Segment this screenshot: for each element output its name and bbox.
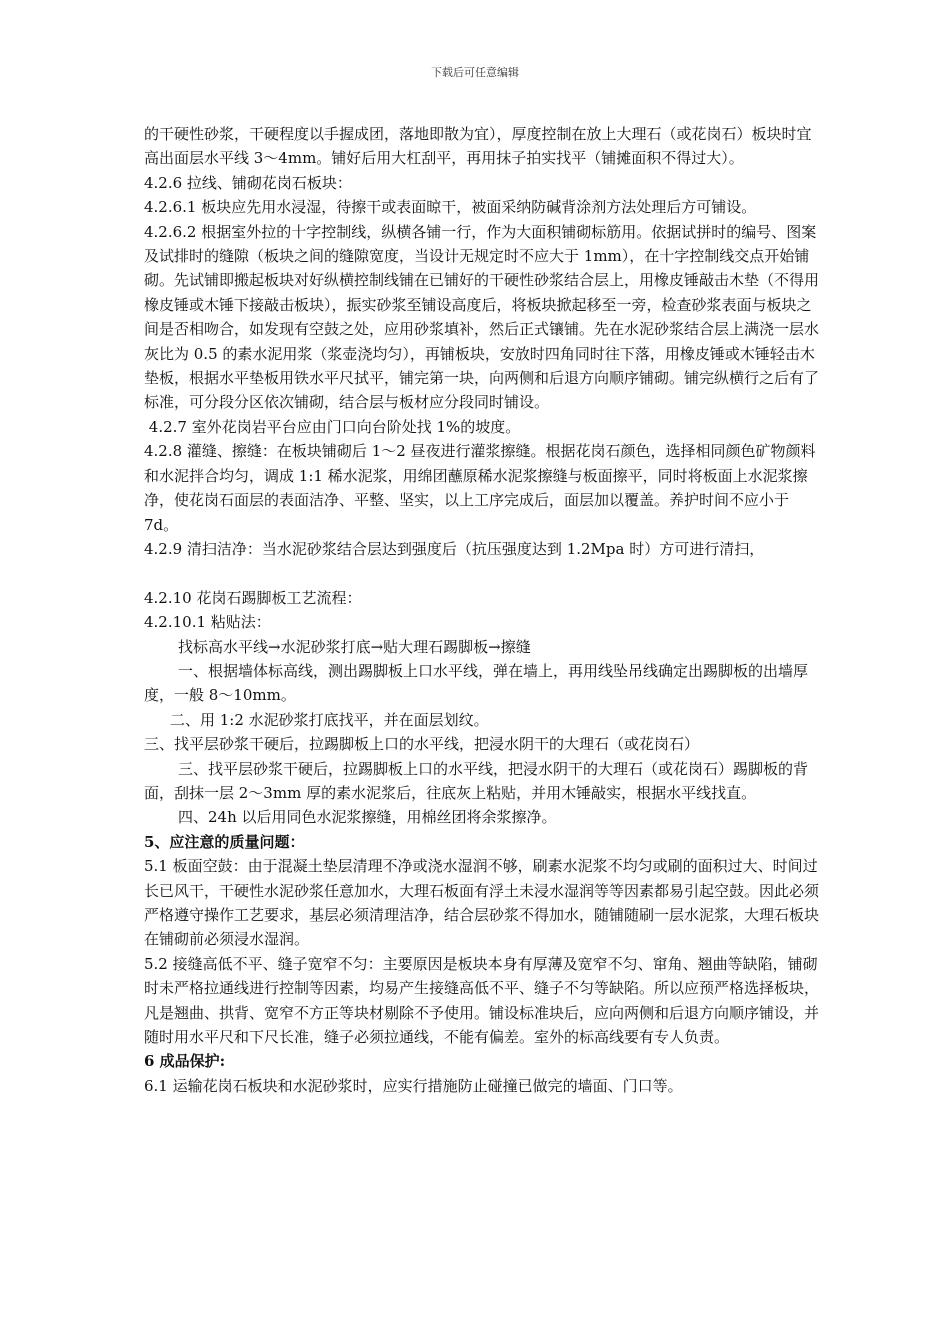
step-four: 四、24h 以后用同色水泥浆擦缝，用棉丝团将余浆擦净。 — [178, 808, 557, 827]
heading-4-2-10-1: 4.2.10.1 粘贴法： — [144, 613, 271, 632]
process-flow: 找标高水平线→水泥砂浆打底→贴大理石踢脚板→擦缝 — [178, 637, 531, 656]
paragraph-4-2-9: 4.2.9 清扫洁净：当水泥砂浆结合层达到强度后（抗压强度达到 1.2Mpa 时）方可进行清扫， — [144, 539, 765, 558]
step-one: 一、根据墙体标高线，测出踢脚板上口水平线，弹在墙上，再用线坠吊线确定出踢脚板的出墙厚度，一般 8～10mm。 — [144, 661, 809, 705]
heading-section-5: 5、应注意的质量问题： — [144, 832, 305, 851]
page-header: 下载后可任意编辑 — [431, 66, 519, 79]
step-three: 三、找平层砂浆干硬后，拉踢脚板上口的水平线，把浸水阴干的大理石（或花岗石）踢脚板的背面，刮抹一层 2～3mm 厚的素水泥浆后，往底灰上粘贴，并用木锤敲实，根据水平线找直。 — [144, 759, 809, 802]
step-three-fragment: 三、找平层砂浆干硬后，拉踢脚板上口的水平线，把浸水阴干的大理石（或花岗石） — [144, 735, 700, 754]
heading-section-6: 6 成品保护: — [144, 1052, 226, 1071]
paragraph-4-2-8: 4.2.8 灌缝、擦缝：在板块铺砌后 1～2 昼夜进行灌浆擦缝。根据花岗石颜色，选择相同颜色矿物颜料和水泥拌合均匀，调成 1:1 稀水泥浆，用绵团蘸原稀水泥浆擦缝与板面擦平，同时将板面上水泥浆擦净，使花岗石面层的表面洁净、平整、坚实，以上工序完成后，面层加以覆盖。养护时间不应小于 7d。 — [144, 442, 816, 534]
paragraph-mortar-intro: 的干硬性砂浆，干硬程度以手握成团，落地即散为宜），厚度控制在放上大理石（或花岗石）板块时宜高出面层水平线 3～4mm。铺好后用大杠刮平，再用抹子拍实找平（铺摊面积不得过大）。 — [144, 125, 812, 168]
paragraph-4-2-6-1: 4.2.6.1 板块应先用水浸湿，待擦干或表面晾干，被面采纳防碱背涂剂方法处理后方可铺设。 — [144, 198, 757, 217]
heading-4-2-6: 4.2.6 拉线、铺砌花岗石板块： — [144, 173, 352, 192]
step-two: 二、用 1:2 水泥砂浆打底找平，并在面层划纹。 — [170, 710, 489, 729]
heading-4-2-10: 4.2.10 花岗石踢脚板工艺流程： — [144, 588, 362, 607]
paragraph-6-1: 6.1 运输花岗石板块和水泥砂浆时，应实行措施防止碰撞已做完的墙面、门口等。 — [144, 1076, 683, 1095]
paragraph-5-1: 5.1 板面空鼓：由于混凝土垫层清理不净或浇水湿润不够，刷素水泥浆不均匀或刷的面积过大、时间过长已风干，干硬性水泥砂浆任意加水，大理石板面有浮土未浸水湿润等等因素都易引起空鼓。因此必须严格遵守操作工艺要求，基层必须清理洁净，结合层砂浆不得加水，随铺随刷一层水泥浆，大理石板块在铺砌前必须浸水湿润。 — [144, 857, 820, 949]
paragraph-4-2-6-2: 4.2.6.2 根据室外拉的十字控制线，纵横各铺一行，作为大面积铺砌标筋用。依据试拼时的编号、图案及试排时的缝隙（板块之间的缝隙宽度，当设计无规定时不应大于 1mm），在十字控制线交点开始铺砌。先试铺即搬起板块对好纵横控制线铺在已铺好的干硬性砂浆结合层上，用橡皮锤敲击木垫（不得用橡皮锤或木锤下接敲击板块），振实砂浆至铺设高度后，将板块掀起移至一旁，检查砂浆表面与板块之间是否相吻合，如发现有空鼓之处，应用砂浆填补，然后正式镶铺。先在水泥砂浆结合层上满浇一层水灰比为 0.5 的素水泥用浆（浆壶浇均匀），再铺板块，安放时四角同时往下落，用橡皮锤或木锤轻击木垫板，根据水平垫板用铁水平尺拭平，铺完第一块，向两侧和后退方向顺序铺砌。铺完纵横行之后有了标准，可分段分区依次铺砌，结合层与板材应分段同时铺设。 — [144, 222, 820, 412]
paragraph-4-2-7: 4.2.7 室外花岗岩平台应由门口向台阶处找 1%的坡度。 — [144, 417, 521, 436]
paragraph-5-2: 5.2 接缝高低不平、缝子宽窄不匀：主要原因是板块本身有厚薄及宽窄不匀、窜角、翘曲等缺陷，铺砌时未严格拉通线进行控制等因素，均易产生接缝高低不平、缝子不匀等缺陷。所以应预严格选择板块，凡是翘曲、拱背、宽窄不方正等块材剔除不予使用。铺设标准块后，应向两侧和后退方向顺序铺设，并随时用水平尺和下尺长准，缝子必须拉通线，不能有偏差。室外的标高线要有专人负责。 — [144, 954, 820, 1047]
blank-line — [144, 561, 819, 585]
document-body — [144, 122, 819, 1098]
